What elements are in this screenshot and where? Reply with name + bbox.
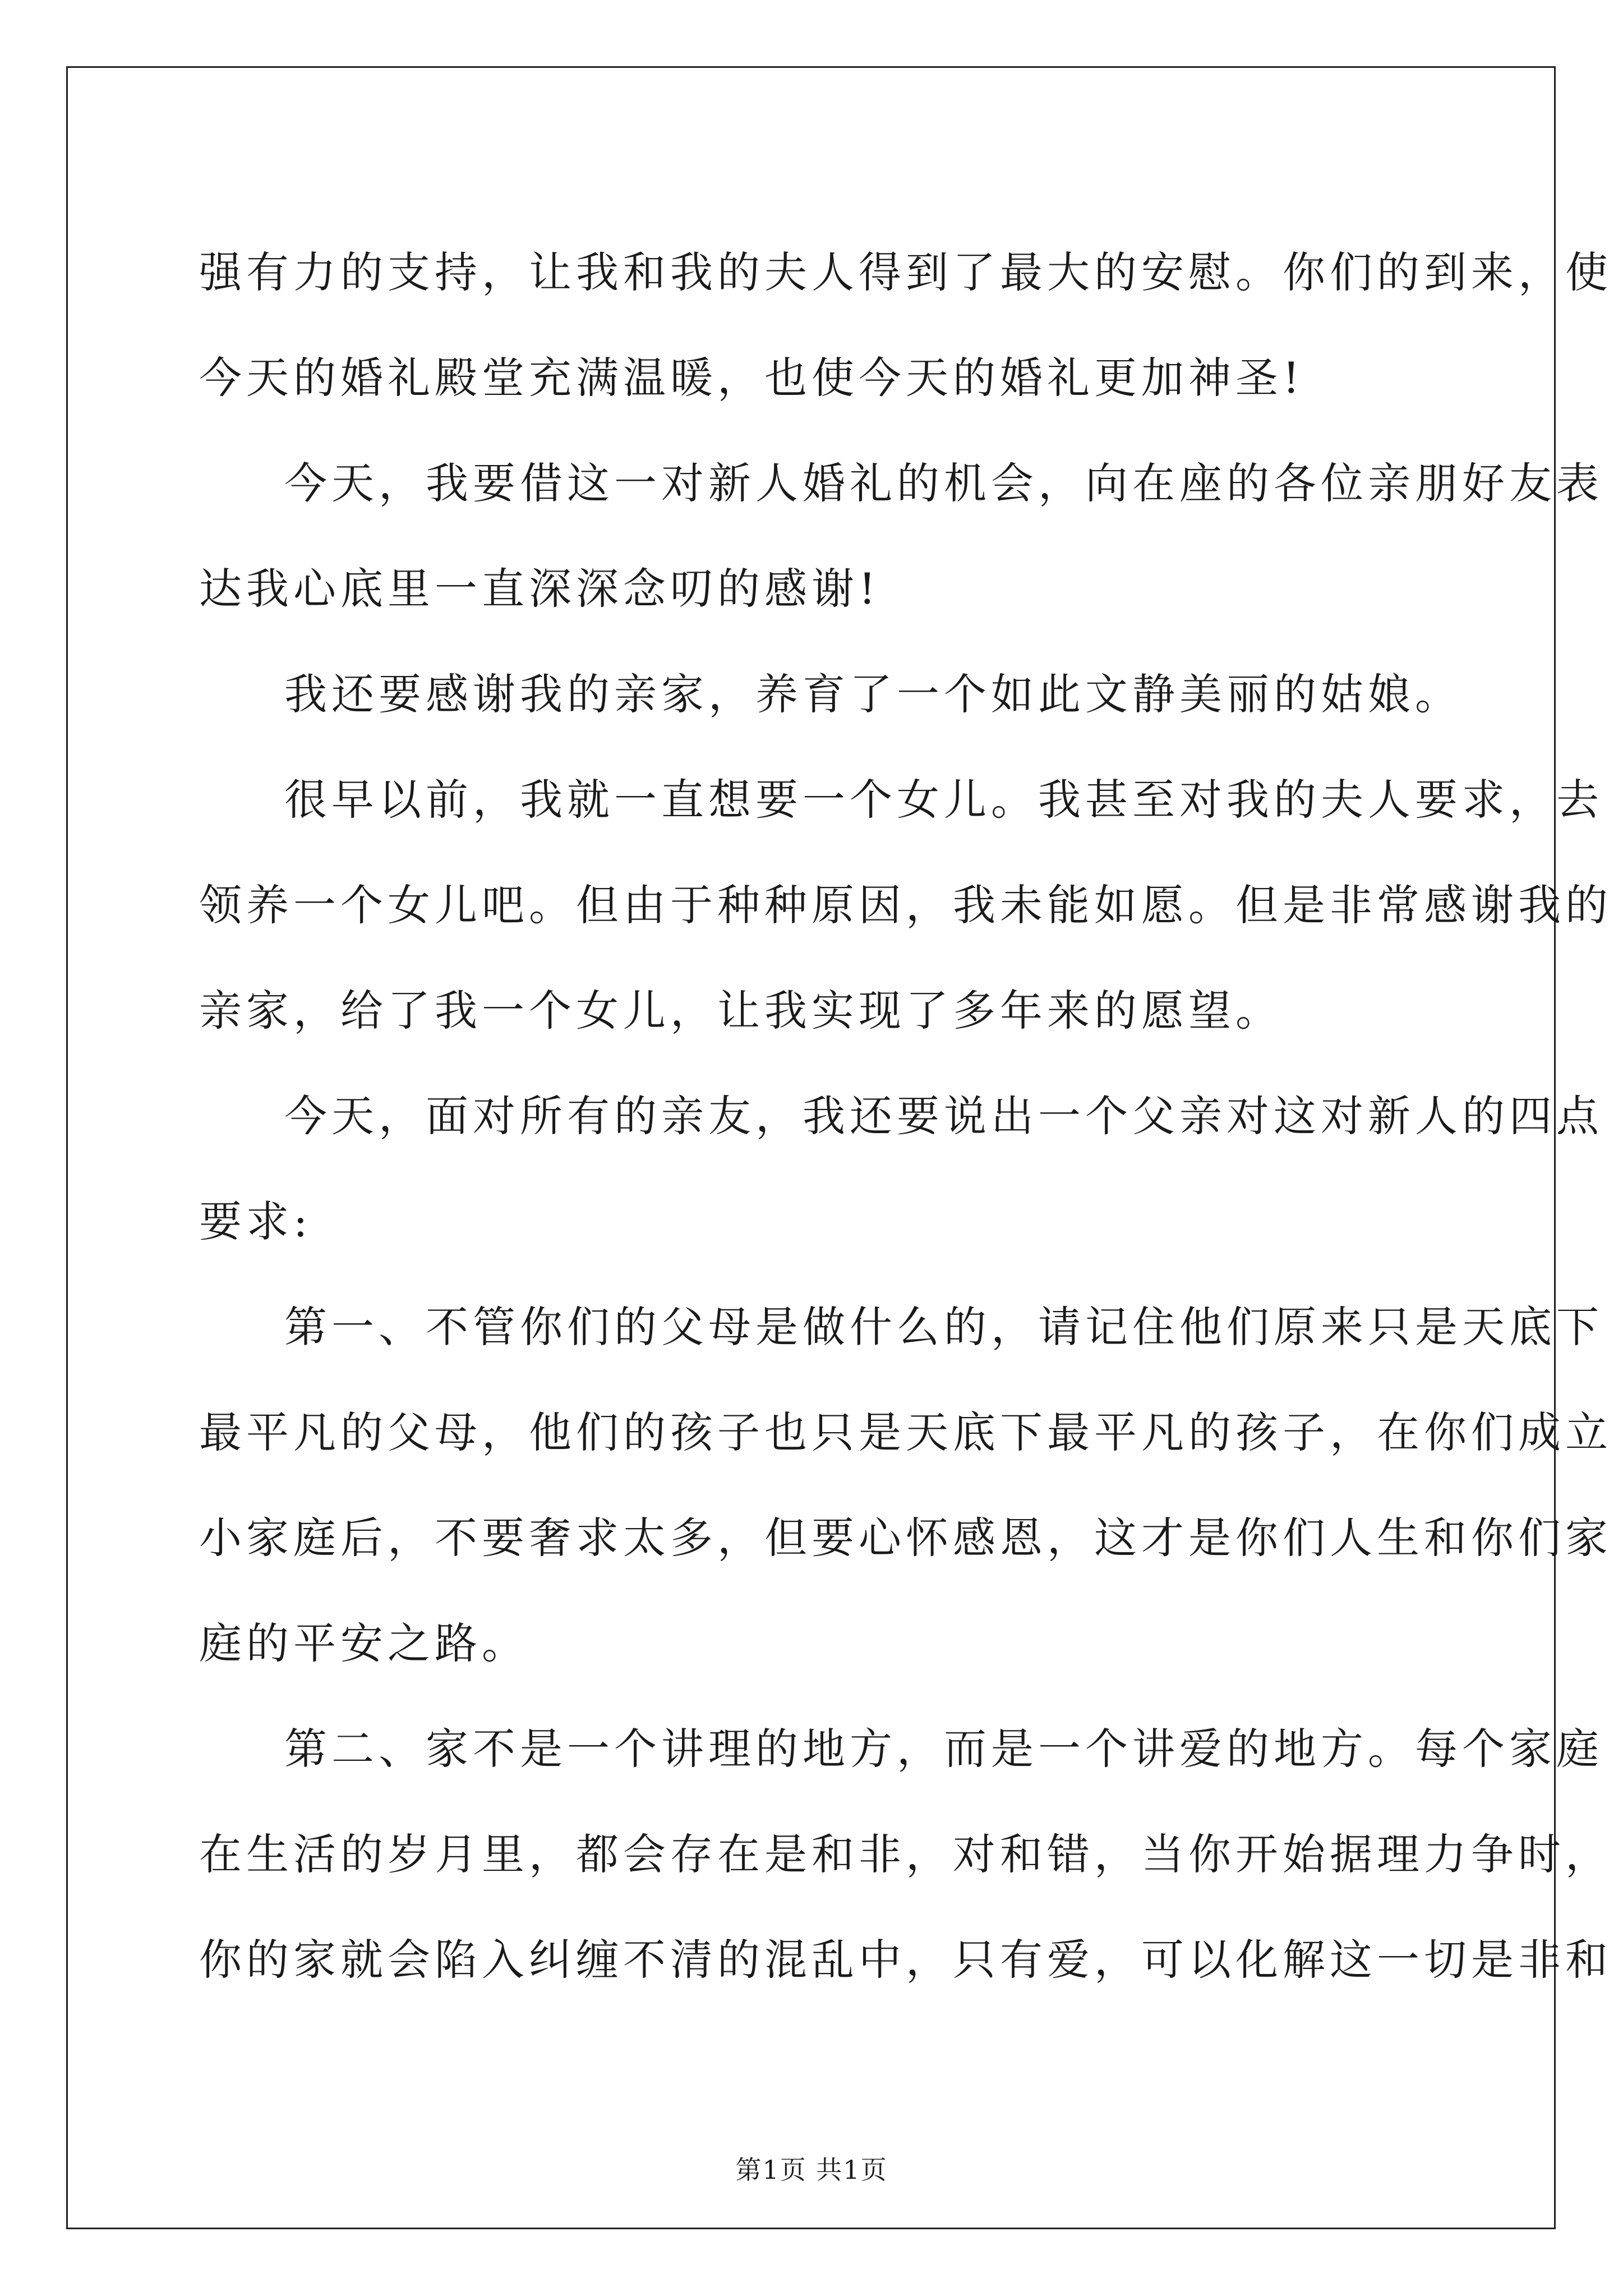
text-line: 要求: (199, 1197, 312, 1246)
text-line: 在生活的岁月里，都会存在是和非，对和错，当你开始据理力争时， (199, 1829, 1612, 1879)
text-line: 最平凡的父母，他们的孩子也只是天底下最平凡的孩子，在你们成立 (199, 1407, 1612, 1457)
text-line: 达我心底里一直深深念叨的感谢! (199, 564, 880, 614)
paragraph-start: 我还要感谢我的亲家，养育了一个如此文静美丽的姑娘。 (284, 669, 1462, 719)
document-body (199, 220, 1612, 2013)
page-number: 第1页 共1页 (735, 2155, 888, 2185)
paragraph-start: 很早以前，我就一直想要一个女儿。我甚至对我的夫人要求，去 (284, 775, 1603, 825)
text-line: 今天的婚礼殿堂充满温暖，也使今天的婚礼更加神圣! (199, 353, 1304, 403)
paragraph-start: 今天，面对所有的亲友，我还要说出一个父亲对这对新人的四点 (284, 1091, 1603, 1141)
text-line: 你的家就会陷入纠缠不清的混乱中，只有爱，可以化解这一切是非和 (199, 1935, 1612, 1985)
text-line: 领养一个女儿吧。但由于种种原因，我未能如愿。但是非常感谢我的 (199, 880, 1612, 930)
paragraph-start: 第一、不管你们的父母是做什么的，请记住他们原来只是天底下 (284, 1302, 1603, 1352)
text-line: 亲家，给了我一个女儿，让我实现了多年来的愿望。 (199, 986, 1283, 1036)
paragraph-start: 今天，我要借这一对新人婚礼的机会，向在座的各位亲朋好友表 (284, 458, 1603, 508)
text-line: 小家庭后，不要奢求太多，但要心怀感恩，这才是你们人生和你们家 (199, 1513, 1612, 1563)
text-line: 强有力的支持，让我和我的夫人得到了最大的安慰。你们的到来，使 (199, 247, 1612, 297)
text-line: 庭的平安之路。 (199, 1618, 529, 1668)
paragraph-start: 第二、家不是一个讲理的地方，而是一个讲爱的地方。每个家庭 (284, 1724, 1603, 1774)
